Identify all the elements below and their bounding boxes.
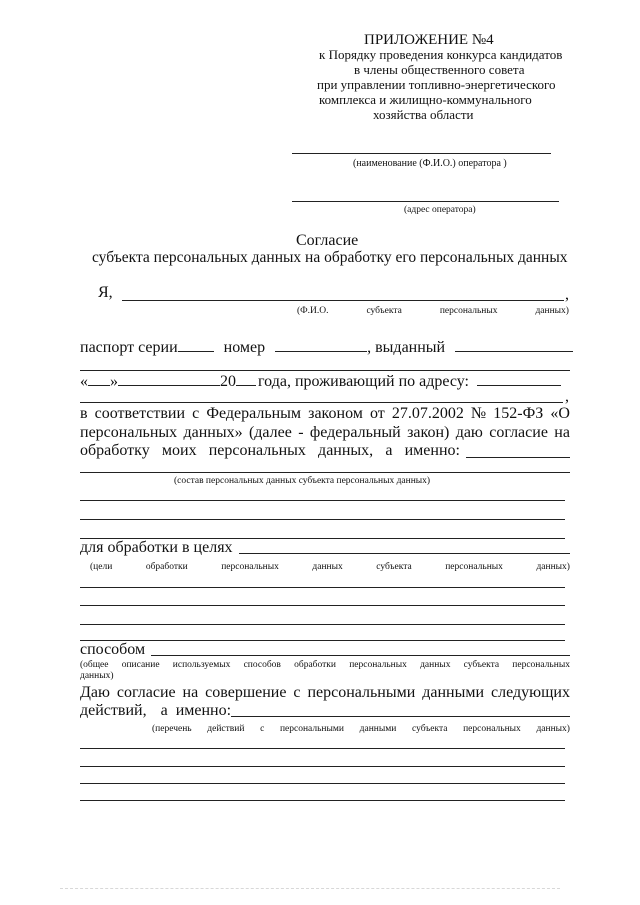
purpose-input[interactable] bbox=[239, 539, 570, 554]
purpose-label: для обработки в целях bbox=[80, 539, 233, 556]
composition-input-4[interactable] bbox=[80, 519, 565, 520]
purpose-input-3[interactable] bbox=[80, 605, 565, 606]
header-line-5: хозяйства области bbox=[373, 107, 474, 122]
passport-series-label: паспорт серии bbox=[80, 339, 178, 356]
address-input[interactable] bbox=[477, 372, 561, 386]
composition-input-1[interactable] bbox=[466, 457, 570, 458]
purpose-row bbox=[80, 539, 570, 557]
composition-input-3[interactable] bbox=[80, 500, 565, 501]
operator-address-caption: (адрес оператора) bbox=[404, 205, 476, 215]
address-line-2[interactable] bbox=[80, 402, 563, 403]
purpose-caption: (цели обработки персональных данных субъекта персональных данных) bbox=[90, 562, 570, 572]
law-line-2: персональных данных» (далее - федеральный закон) даю согласие на bbox=[80, 424, 570, 441]
passport-number-input[interactable] bbox=[275, 338, 367, 352]
actions-input-1[interactable] bbox=[231, 702, 570, 717]
actions-caption: (перечень действий с персональными данными субъекта персональных данных) bbox=[152, 724, 570, 734]
actions-input-4[interactable] bbox=[80, 783, 565, 784]
header-line-2: в члены общественного совета bbox=[354, 62, 525, 77]
date-row: « » 20 года, проживающий по адресу: bbox=[80, 372, 561, 391]
passport-row bbox=[80, 338, 573, 357]
passport-number-label: номер bbox=[223, 339, 266, 356]
document-subtitle: субъекта персональных данных на обработку его персональных данных bbox=[92, 249, 568, 266]
year-prefix: 20 bbox=[220, 373, 236, 390]
passport-series-input[interactable] bbox=[178, 338, 214, 352]
year-suffix: года, проживающий по адресу: bbox=[258, 373, 469, 390]
operator-name-caption: (наименование (Ф.И.О.) оператора ) bbox=[353, 158, 507, 169]
passport-issued-label: , выданный bbox=[367, 339, 446, 356]
actions-input-2[interactable] bbox=[80, 748, 565, 749]
date-month-input[interactable] bbox=[118, 372, 220, 386]
method-caption-line-1: (общее описание используемых способов обработки персональных данных субъекта персональных bbox=[80, 660, 570, 670]
date-year-input[interactable] bbox=[236, 372, 256, 386]
purpose-input-4[interactable] bbox=[80, 624, 565, 625]
scan-artifact-line bbox=[60, 888, 560, 889]
appendix-title: ПРИЛОЖЕНИЕ №4 bbox=[364, 32, 494, 48]
date-day-input[interactable] bbox=[88, 372, 110, 386]
law-line-1: в соответствии с Федеральным законом от 27.07.2002 № 152-ФЗ «О bbox=[80, 405, 570, 422]
actions-input-5[interactable] bbox=[80, 800, 565, 801]
method-label: способом bbox=[80, 641, 146, 658]
method-input[interactable] bbox=[151, 641, 570, 656]
document-title: Согласие bbox=[296, 232, 359, 249]
method-caption-line-2: данных) bbox=[80, 671, 114, 681]
operator-address-line[interactable] bbox=[292, 201, 559, 202]
fio-comma: , bbox=[565, 286, 569, 303]
purpose-input-2[interactable] bbox=[80, 587, 565, 588]
fio-caption: (Ф.И.О. субъекта персональных данных) bbox=[297, 306, 569, 316]
composition-caption: (состав персональных данных субъекта персональных данных) bbox=[174, 476, 431, 486]
header-line-1: к Порядку проведения конкурса кандидатов bbox=[319, 47, 563, 62]
passport-issued-input[interactable] bbox=[455, 338, 573, 352]
header-line-4: комплекса и жилищно-коммунального bbox=[319, 92, 532, 107]
ya-label: Я, bbox=[98, 284, 113, 301]
fio-input-line[interactable] bbox=[122, 300, 564, 301]
header-line-3: при управлении топливно-энергетического bbox=[317, 77, 556, 92]
passport-issued-line-2[interactable] bbox=[80, 370, 570, 371]
operator-name-line[interactable] bbox=[292, 153, 551, 154]
law-line-3: обработку моих персональных данных, а именно: bbox=[80, 442, 460, 459]
actions-line-2: действий, а именно: bbox=[80, 702, 570, 720]
method-row bbox=[80, 641, 570, 659]
actions-input-3[interactable] bbox=[80, 766, 565, 767]
address-comma: , bbox=[565, 388, 569, 405]
composition-input-2[interactable] bbox=[80, 472, 570, 473]
actions-line-1: Даю согласие на совершение с персональными данными следующих bbox=[80, 684, 570, 701]
